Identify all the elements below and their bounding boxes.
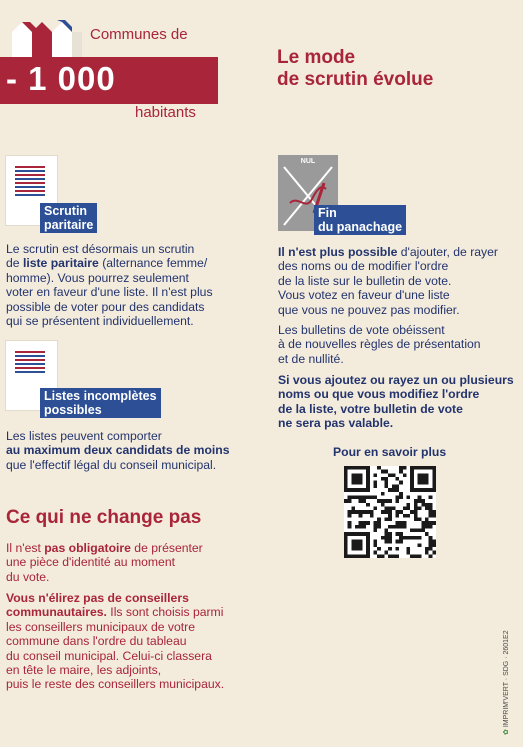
text-line: et de nullité. (278, 351, 344, 366)
text-line: du vote. (6, 569, 50, 584)
nul-label: NUL (300, 158, 316, 165)
text-line: Vous n'élirez pas de conseillers (6, 591, 189, 605)
text-line: en tête le maire, les adjoints, (6, 663, 162, 678)
text-line: qui se présentent individuellement. (6, 314, 194, 329)
qr-code-icon[interactable] (344, 466, 436, 558)
text-line: Les bulletins de vote obéissent (278, 323, 445, 337)
scrutin-paragraph (6, 242, 306, 328)
panachage-paragraph-2 (278, 323, 518, 366)
text-line: commune dans l'ordre du tableau (6, 634, 187, 649)
text-line: les conseillers municipaux de votre (6, 619, 195, 634)
main-title-line1: Le mode (277, 47, 356, 68)
population-number: - 1 000 (6, 60, 116, 97)
communes-de-label: Communes de (90, 26, 188, 43)
text-line: du conseil municipal. Celui-ci classera (6, 648, 212, 663)
fin-panachage-tag (314, 205, 406, 235)
scrutin-paritaire-tag (40, 203, 97, 233)
side-text: IMPRIM'VERT · SDG · 2601E2 (503, 630, 510, 728)
side-imprint-text (502, 630, 510, 735)
tag-line: du panachage (318, 220, 403, 234)
text-line: noms ou que vous modifiez l'ordre (278, 387, 480, 402)
text-line: au maximum deux candidats de moins (6, 443, 230, 458)
habitants-label: habitants (135, 104, 196, 121)
main-title (277, 47, 433, 91)
tag-line: paritaire (44, 218, 94, 232)
tag-line: Scrutin (44, 204, 88, 218)
tag-line: Listes incomplètes (44, 389, 157, 403)
text-line: voter en faveur d'une liste. Il n'est plus (6, 285, 213, 300)
text-line: Le scrutin est désormais un scrutin (6, 242, 195, 256)
text-line: à de nouvelles règles de présentation (278, 337, 481, 352)
text-line: communautaires. Ils sont choisis parmi (6, 605, 224, 620)
unchanged-paragraph-1 (6, 541, 306, 584)
text-line: Il n'est pas obligatoire de présenter (6, 541, 203, 555)
panachage-paragraph-3 (278, 373, 518, 431)
text-line: puis le reste des conseillers municipaux. (6, 677, 225, 692)
panachage-paragraph-1 (278, 245, 518, 317)
tag-line: possibles (44, 403, 102, 417)
unchanged-title: Ce qui ne change pas (6, 507, 202, 528)
text-line: Vous votez en faveur d'une liste (278, 288, 450, 303)
text-line: que vous ne pouvez pas modifier. (278, 302, 460, 317)
leaf-icon: ✿ (503, 729, 510, 735)
text-line: possible de voter pour des candidats (6, 299, 205, 314)
text-line: homme). Vous pourrez seulement (6, 270, 189, 285)
text-line: que l'effectif légal du conseil municipal. (6, 457, 217, 472)
houses-icon (10, 18, 90, 62)
text-line: Il n'est plus possible d'ajouter, de rayer (278, 245, 498, 259)
text-line: de la liste sur le bulletin de vote. (278, 273, 452, 288)
text-line: une pièce d'identité au moment (6, 555, 176, 570)
main-title-line2: de scrutin évolue (277, 69, 434, 90)
text-line: de la liste, votre bulletin de vote (278, 401, 463, 416)
unchanged-paragraph-2 (6, 591, 306, 692)
text-line: Si vous ajoutez ou rayez un ou plusieurs (278, 373, 514, 387)
text-line: ne sera pas valable. (278, 416, 394, 431)
tag-line: Fin (318, 206, 337, 220)
text-line: de liste paritaire (alternance femme/ (6, 256, 208, 271)
listes-incompletes-tag (40, 388, 161, 418)
incompletes-paragraph (6, 429, 306, 472)
text-line: Les listes peuvent comporter (6, 429, 162, 443)
savoir-plus-label: Pour en savoir plus (333, 445, 447, 459)
text-line: des noms ou de modifier l'ordre (278, 259, 449, 274)
